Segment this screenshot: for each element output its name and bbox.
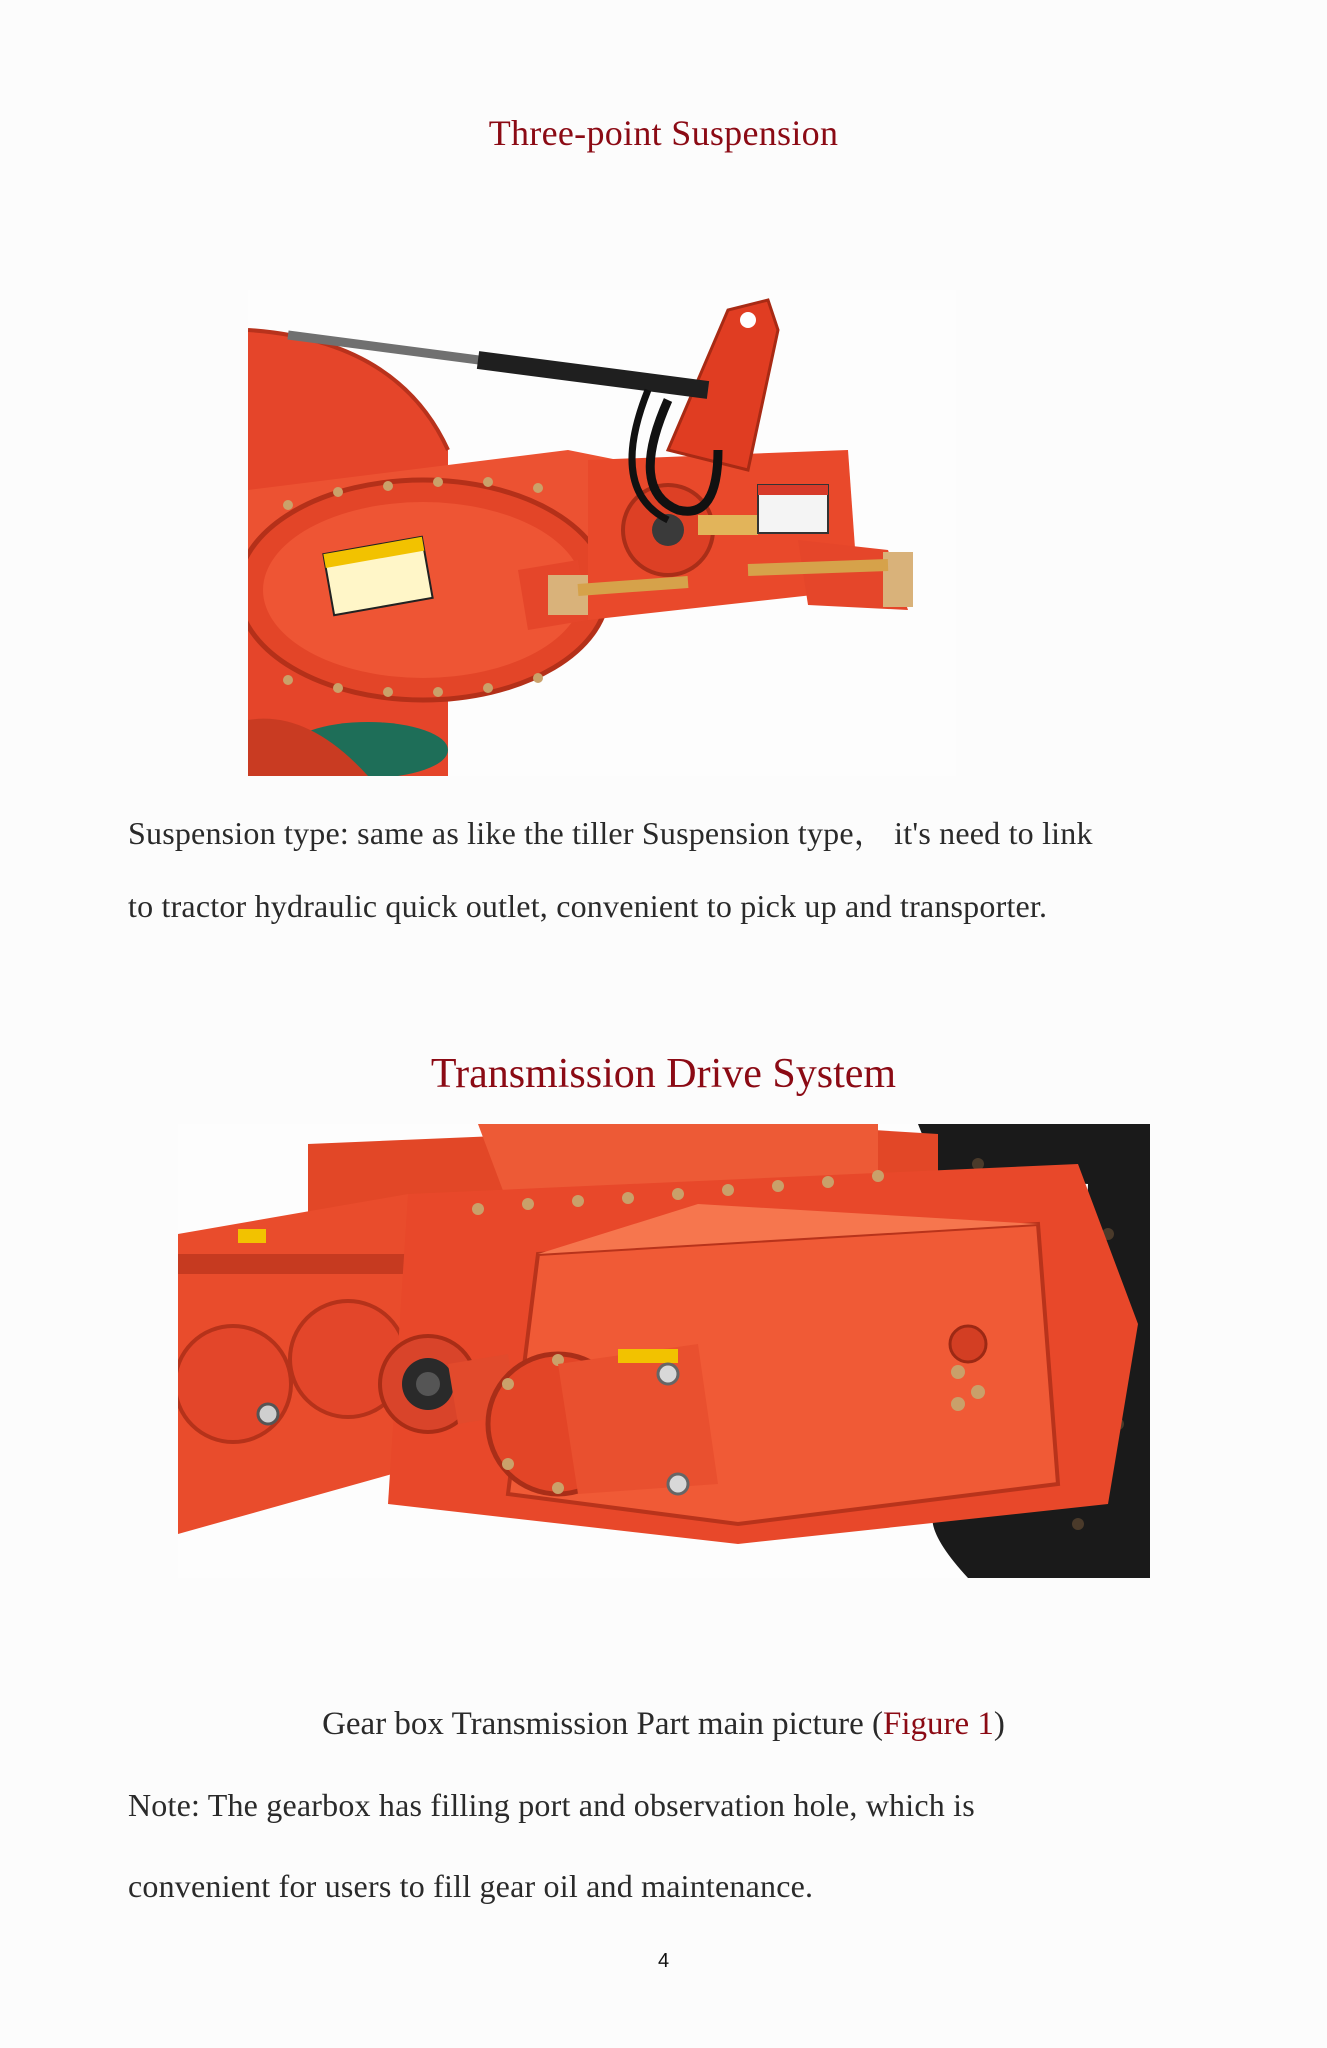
suspension-description-line-2: to tractor hydraulic quick outlet, convenient to pick up and transporter. — [128, 888, 1048, 924]
section-heading-three-point-suspension: Three-point Suspension — [488, 113, 839, 153]
gearbox-note-line-2: convenient for users to fill gear oil and maintenance. — [128, 1868, 814, 1904]
figure-reference: Figure 1 — [883, 1706, 994, 1742]
gearbox-note-line-1: Note: The gearbox has filling port and observation hole, which is — [128, 1787, 975, 1823]
suspension-description-line-1: Suspension type: same as like the tiller Suspension type， it's need to link — [128, 815, 1093, 851]
section-heading-transmission-drive-system: Transmission Drive System — [430, 1051, 897, 1097]
page-number: 4 — [657, 1950, 670, 1972]
three-point-suspension-photo — [248, 290, 956, 776]
caption-prefix: Gear box Transmission Part main picture ( — [322, 1706, 883, 1742]
caption-suffix: ) — [993, 1706, 1005, 1742]
figure-caption — [0, 1706, 1327, 1743]
gearbox-transmission-photo — [178, 1124, 1150, 1578]
